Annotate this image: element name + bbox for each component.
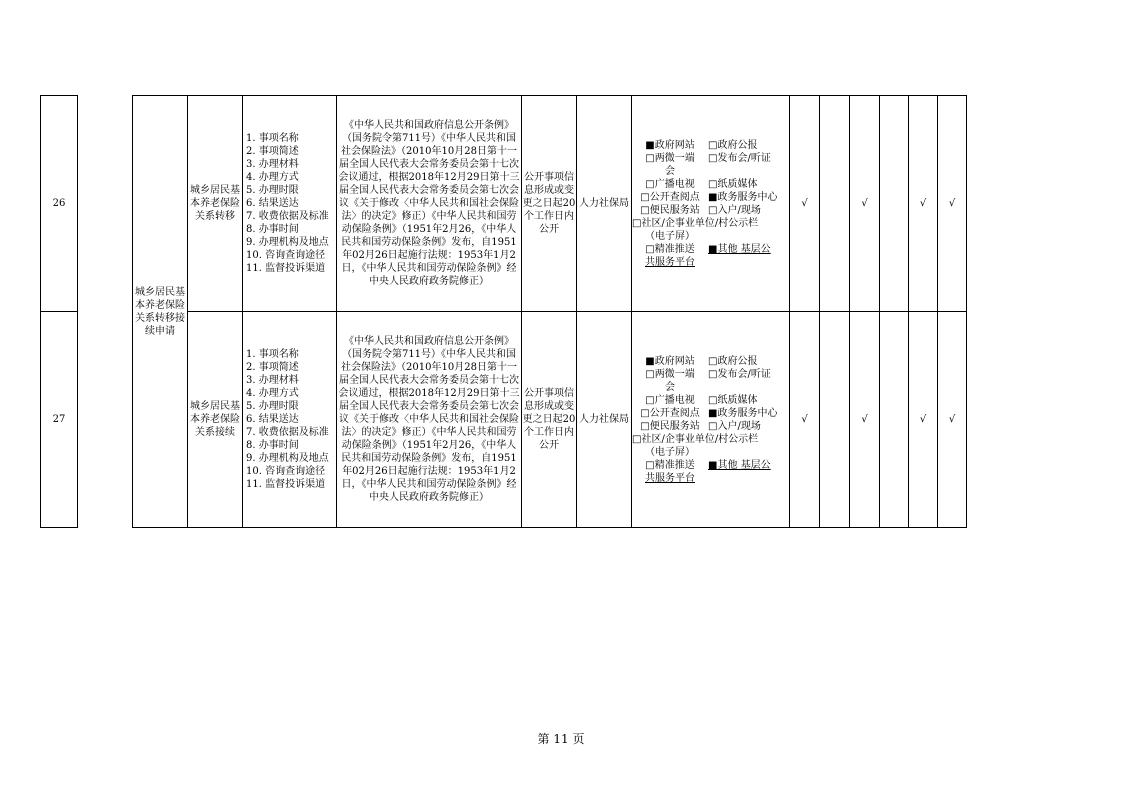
channel-option: □广播电视 [645, 394, 695, 406]
legal-basis-text: 《中华人民共和国政府信息公开条例》（国务院令第711号）《中华人民共和国社会保险法》（2010年10月28日第十一届全国人民代表大会常务委员会第十七次会议通过，根据2018年12月29日第十三届全国人民代表大会常务委员会第七次会议《关于修改〈中华人民共和国社会保险法〉的决定》修正）《中华人民共和国劳动保险条例》（1951年2月26，《中华人民共和国劳动保险条例》发布，自1951年02月26日起施行法规：1953年1月2日，《中华人民共和国劳动保险条例》经中央人民政府政务院修正） [338, 120, 520, 287]
channel-option: □公开查阅点 [640, 191, 700, 203]
page-number: 第 11 页 [537, 732, 585, 746]
channel-option: 共服务平台 [645, 256, 695, 268]
list-item: 10. 咨询查询途径 [246, 466, 326, 477]
check-mark [880, 312, 909, 528]
channel-option: （电子屏） [645, 230, 695, 242]
legal-basis-text: 《中华人民共和国政府信息公开条例》（国务院令第711号）《中华人民共和国社会保险法》（2010年10月28日第十一届全国人民代表大会常务委员会第十七次会议通过，根据2018年12月29日第十三届全国人民代表大会常务委员会第七次会议《关于修改〈中华人民共和国社会保险法〉的决定》修正）《中华人民共和国劳动保险条例》（1951年2月26，《中华人民共和国劳动保险条例》发布，自1951年02月26日起施行法规：1953年1月2日，《中华人民共和国劳动保险条例》经中央人民政府政务院修正） [338, 336, 520, 503]
table-row [41, 96, 967, 312]
check-mark [820, 312, 850, 528]
row-number: 26 [41, 96, 78, 312]
channel-option: □政府公报 [708, 139, 758, 151]
group-label: 城乡居民基本养老保险关系转移接续申请 [133, 96, 188, 528]
check-mark: √ [938, 312, 967, 528]
check-mark: √ [909, 312, 938, 528]
list-item: 6. 结果送达 [246, 198, 299, 209]
disclosure-channels [632, 312, 790, 528]
channel-option: □入户/现场 [708, 420, 761, 432]
channel-option: □两微一端 [645, 368, 695, 380]
channel-option: 会 [665, 381, 675, 393]
disclosure-table [40, 95, 967, 528]
list-item: 11. 监督投诉渠道 [246, 263, 326, 274]
channel-option: □纸质媒体 [708, 178, 758, 190]
channel-option: 共服务平台 [645, 472, 695, 484]
list-item: 6. 结果送达 [246, 414, 299, 425]
channel-option: □社区/企事业单位/村公示栏 [632, 433, 759, 445]
list-item: 5. 办理时限 [246, 185, 299, 196]
channel-option: ■政府网站 [645, 139, 695, 151]
channel-option: □发布会/听证 [708, 368, 771, 380]
channel-option: □发布会/听证 [708, 152, 771, 164]
check-mark: √ [850, 312, 880, 528]
item-name: 城乡居民基本养老保险关系接续 [188, 312, 243, 528]
check-mark: √ [790, 96, 820, 312]
blank-column [78, 96, 133, 528]
list-item: 4. 办理方式 [246, 172, 299, 183]
disclosure-channels [632, 96, 790, 312]
list-item: 1. 事项名称 [246, 133, 299, 144]
disclosure-content [243, 96, 337, 312]
content-list [243, 132, 336, 275]
channel-option: （电子屏） [645, 446, 695, 458]
channel-option: □纸质媒体 [708, 394, 758, 406]
channel-option: □两微一端 [645, 152, 695, 164]
content-list [243, 348, 336, 491]
channel-option: ■政务服务中心 [708, 191, 778, 203]
list-item: 10. 咨询查询途径 [246, 250, 326, 261]
list-item: 7. 收费依据及标准 [246, 427, 329, 438]
channel-option: □精准推送 [645, 459, 695, 471]
channel-option: □社区/企事业单位/村公示栏 [632, 217, 759, 229]
channel-option: □广播电视 [645, 178, 695, 190]
channel-option: ■其他 基层公 [708, 459, 771, 471]
item-name: 城乡居民基本养老保险关系转移 [188, 96, 243, 312]
responsible-dept: 人力社保局 [577, 312, 632, 528]
list-item: 8. 办事时间 [246, 440, 299, 451]
check-mark: √ [938, 96, 967, 312]
list-item: 1. 事项名称 [246, 349, 299, 360]
channel-option: □便民服务站 [640, 204, 700, 216]
list-item: 5. 办理时限 [246, 401, 299, 412]
list-item: 8. 办事时间 [246, 224, 299, 235]
channel-option: ■政府网站 [645, 355, 695, 367]
list-item: 11. 监督投诉渠道 [246, 479, 326, 490]
responsible-dept: 人力社保局 [577, 96, 632, 312]
list-item: 3. 办理材料 [246, 159, 299, 170]
disclosure-time: 公开事项信息形成或变更之日起20个工作日内公开 [522, 96, 577, 312]
legal-basis [337, 312, 522, 528]
check-mark: √ [909, 96, 938, 312]
list-item: 7. 收费依据及标准 [246, 211, 329, 222]
check-mark [880, 96, 909, 312]
channel-option: □精准推送 [645, 243, 695, 255]
disclosure-time: 公开事项信息形成或变更之日起20个工作日内公开 [522, 312, 577, 528]
channel-option: ■其他 基层公 [708, 243, 771, 255]
list-item: 4. 办理方式 [246, 388, 299, 399]
check-mark [820, 96, 850, 312]
legal-basis [337, 96, 522, 312]
list-item: 3. 办理材料 [246, 375, 299, 386]
list-item: 2. 事项简述 [246, 146, 299, 157]
channel-option: 会 [665, 165, 675, 177]
channel-option: □公开查阅点 [640, 407, 700, 419]
check-mark: √ [850, 96, 880, 312]
channel-option: □政府公报 [708, 355, 758, 367]
channel-option: □入户/现场 [708, 204, 761, 216]
channel-option: ■政务服务中心 [708, 407, 778, 419]
channel-option: □便民服务站 [640, 420, 700, 432]
list-item: 9. 办理机构及地点 [246, 453, 329, 464]
list-item: 2. 事项简述 [246, 362, 299, 373]
list-item: 9. 办理机构及地点 [246, 237, 329, 248]
disclosure-content [243, 312, 337, 528]
row-number: 27 [41, 312, 78, 528]
check-mark: √ [790, 312, 820, 528]
